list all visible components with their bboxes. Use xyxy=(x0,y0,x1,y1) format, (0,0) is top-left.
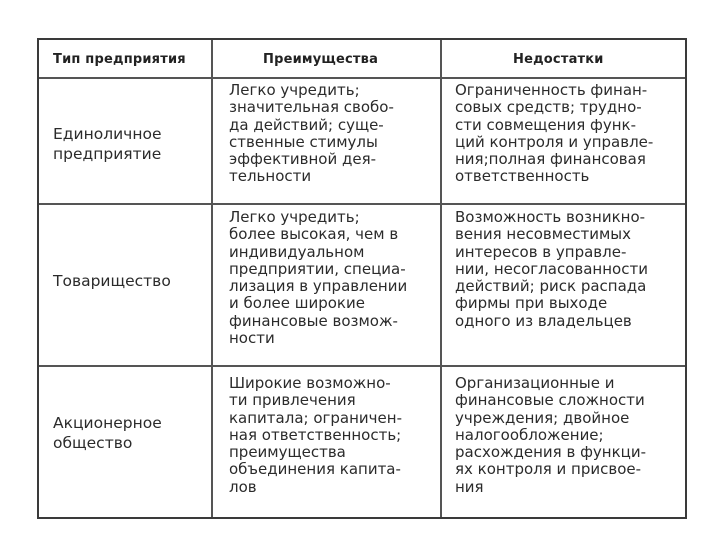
header-advantages: Преимущества xyxy=(263,52,379,67)
header-type: Тип предприятия xyxy=(53,52,186,67)
header-disadvantages: Недостатки xyxy=(513,52,604,67)
row-type-partnership: Товарищество xyxy=(53,272,171,290)
row-divider xyxy=(39,365,685,367)
comparison-table xyxy=(37,38,687,519)
row-type-sole-proprietorship: Единоличное предприятие xyxy=(53,125,162,163)
row-advantages: Легко учредить; значительная свобо- да действий; суще- ственные стимулы эффективной дея- тельности xyxy=(229,81,394,186)
column-divider xyxy=(440,40,442,517)
row-disadvantages: Организационные и финансовые сложности учреждения; двойное налогообложение; расхождения в функци- ях контроля и присвое- ния xyxy=(455,374,647,496)
header-divider xyxy=(39,77,685,79)
row-divider xyxy=(39,203,685,205)
column-divider xyxy=(211,40,213,517)
row-disadvantages: Возможность возникно- вения несовместимых интересов в управле- нии, несогласованности действий; риск распада фирмы при выходе одного из владельцев xyxy=(455,208,648,330)
row-type-joint-stock-company: Акционерное общество xyxy=(53,414,162,452)
row-disadvantages: Ограниченность финан- совых средств; трудно- сти совмещения функ- ций контроля и управле- ния;полная финансовая ответственность xyxy=(455,81,654,186)
row-advantages: Легко учредить; более высокая, чем в индивидуальном предприятии, специа- лизация в управлении и более широкие финансовые возмож- ности xyxy=(229,208,408,348)
row-advantages: Широкие возможно- ти привлечения капитала; ограничен- ная ответственность; преимущества объединения капита- лов xyxy=(229,374,402,496)
